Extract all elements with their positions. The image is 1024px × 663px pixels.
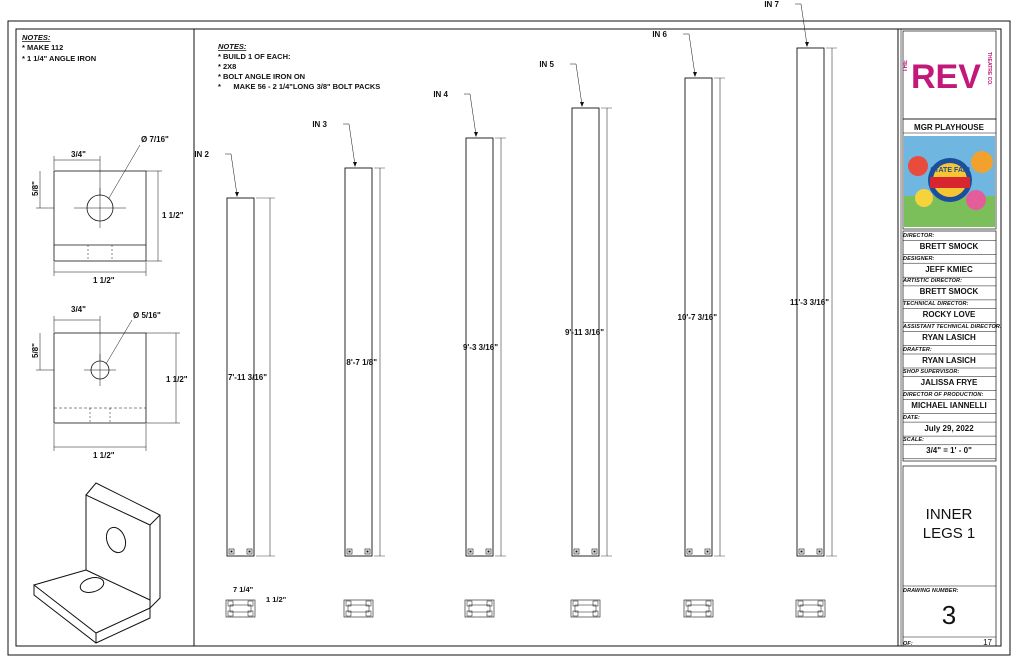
leg-section xyxy=(571,600,600,617)
title-field-label: SHOP SUPERVISOR: xyxy=(903,369,960,376)
top-width-dim: 1 1/2" xyxy=(93,276,115,285)
drawing-number: 3 xyxy=(941,600,957,630)
title-field-value: JEFF KMIEC xyxy=(925,264,973,274)
leg-dimension-label: 10'-7 3/16" xyxy=(677,313,717,322)
bolt-dot xyxy=(367,551,369,553)
title-field-value: JALISSA FRYE xyxy=(920,378,978,388)
poster-text: STATE FAIR xyxy=(930,167,970,174)
rev-logo xyxy=(903,46,995,106)
bolt-dot xyxy=(231,551,233,553)
leg-4 xyxy=(433,90,506,556)
bolt-dot xyxy=(470,551,472,553)
title-field-value: BRETT SMOCK xyxy=(919,287,979,297)
title-field-value: RYAN LASICH xyxy=(922,332,976,342)
leg-dimension-label: 9'-3 3/16" xyxy=(462,343,498,352)
bottom-width-dim: 1 1/2" xyxy=(93,451,115,460)
leg-dimension-label: 11'-3 3/16" xyxy=(789,298,829,307)
left-note-2: * 1 1/4" ANGLE IRON xyxy=(22,54,97,63)
leg-5 xyxy=(539,60,612,556)
title-field-label: ASSISTANT TECHNICAL DIRECTOR: xyxy=(903,323,1002,330)
title-field-value: July 29, 2022 xyxy=(924,423,974,433)
bottom-side-dim: 5/8" xyxy=(31,343,40,358)
of-label: OF: xyxy=(903,641,913,647)
top-offset-dim: 3/4" xyxy=(71,150,86,159)
main-note-1: * BUILD 1 OF EACH: xyxy=(218,52,291,61)
top-side-dim: 5/8" xyxy=(31,181,40,196)
title-field-label: DESIGNER: xyxy=(903,255,935,262)
angle-iron-plan-view xyxy=(36,145,162,276)
title-field-label: ARTISTIC DIRECTOR: xyxy=(903,278,963,285)
top-height-dim: 1 1/2" xyxy=(162,211,184,220)
show-poster-image xyxy=(904,136,995,227)
title-field-value: ROCKY LOVE xyxy=(922,310,976,320)
bolt-dot xyxy=(707,551,709,553)
left-notes-heading: NOTES: xyxy=(22,33,51,42)
outer-border xyxy=(8,21,1010,655)
left-note-1: * MAKE 112 xyxy=(22,43,64,52)
leg-section xyxy=(796,600,825,617)
leg-section xyxy=(465,600,494,617)
leg-label: IN 5 xyxy=(539,60,554,69)
logo-text: REV xyxy=(911,58,981,96)
bolt-dot xyxy=(488,551,490,553)
bolt-dot xyxy=(576,551,578,553)
logo-suffix: THEATRE CO. xyxy=(986,52,992,86)
leg-label: IN 2 xyxy=(194,150,209,159)
title-field-value: MICHAEL IANNELLI xyxy=(911,400,987,410)
bottom-hole-dim: Ø 5/16" xyxy=(133,311,161,320)
main-note-2: * 2X8 xyxy=(218,62,237,71)
title-line-2: LEGS 1 xyxy=(922,525,976,542)
venue-name: MGR PLAYHOUSE xyxy=(914,123,984,132)
section-width-dim: 7 1/4" xyxy=(233,585,254,594)
leg-label: IN 7 xyxy=(764,0,779,9)
title-line-1: INNER xyxy=(925,506,973,523)
main-note-4: * MAKE 56 - 2 1/4"LONG 3/8" BOLT PACKS xyxy=(218,82,381,91)
leg-section xyxy=(344,600,373,617)
drawing-number-label: DRAWING NUMBER: xyxy=(903,588,959,594)
bolt-dot xyxy=(819,551,821,553)
leg-dimension-label: 7'-11 3/16" xyxy=(227,373,267,382)
leg-7 xyxy=(764,0,837,556)
title-field-value: RYAN LASICH xyxy=(922,355,976,365)
leg-dimension-label: 9'-11 3/16" xyxy=(564,328,604,337)
title-field-value: 3/4" = 1' - 0" xyxy=(926,446,972,456)
bolt-dot xyxy=(349,551,351,553)
section-depth-dim: 1 1/2" xyxy=(266,595,287,604)
bolt-dot xyxy=(801,551,803,553)
leg-label: IN 3 xyxy=(312,120,327,129)
top-hole-dim: Ø 7/16" xyxy=(141,135,169,144)
leg-section xyxy=(684,600,713,617)
bolt-dot xyxy=(249,551,251,553)
bottom-height-dim: 1 1/2" xyxy=(166,375,188,384)
leg-dimension-label: 8'-7 1/8" xyxy=(346,358,377,367)
title-field-label: SCALE: xyxy=(903,437,925,444)
of-total: 17 xyxy=(983,638,992,647)
legs-group xyxy=(194,0,837,617)
leg-6 xyxy=(652,30,725,556)
leg-label: IN 4 xyxy=(433,90,448,99)
main-note-3: * BOLT ANGLE IRON ON xyxy=(218,72,306,81)
title-field-label: DIRECTOR: xyxy=(903,233,935,239)
title-field-label: DATE: xyxy=(903,414,920,421)
leg-3 xyxy=(312,120,385,556)
angle-iron-side-view xyxy=(36,316,180,451)
main-notes-heading: NOTES: xyxy=(218,42,247,51)
leg-label: IN 6 xyxy=(652,30,667,39)
logo-prefix: THE xyxy=(903,60,909,72)
title-field-label: TECHNICAL DIRECTOR: xyxy=(903,301,969,308)
inner-border xyxy=(16,29,1001,646)
title-field-label: DIRECTOR OF PRODUCTION: xyxy=(903,391,984,398)
bolt-dot xyxy=(689,551,691,553)
title-field-label: DRAFTER: xyxy=(903,346,932,353)
rev-logo-mark xyxy=(903,46,995,106)
leg-2 xyxy=(194,150,275,556)
title-field-value: BRETT SMOCK xyxy=(919,242,979,251)
angle-iron-isometric xyxy=(34,483,160,643)
leg-section xyxy=(226,600,255,617)
bottom-offset-dim: 3/4" xyxy=(71,305,86,314)
bolt-dot xyxy=(594,551,596,553)
drawing-title xyxy=(903,505,995,543)
